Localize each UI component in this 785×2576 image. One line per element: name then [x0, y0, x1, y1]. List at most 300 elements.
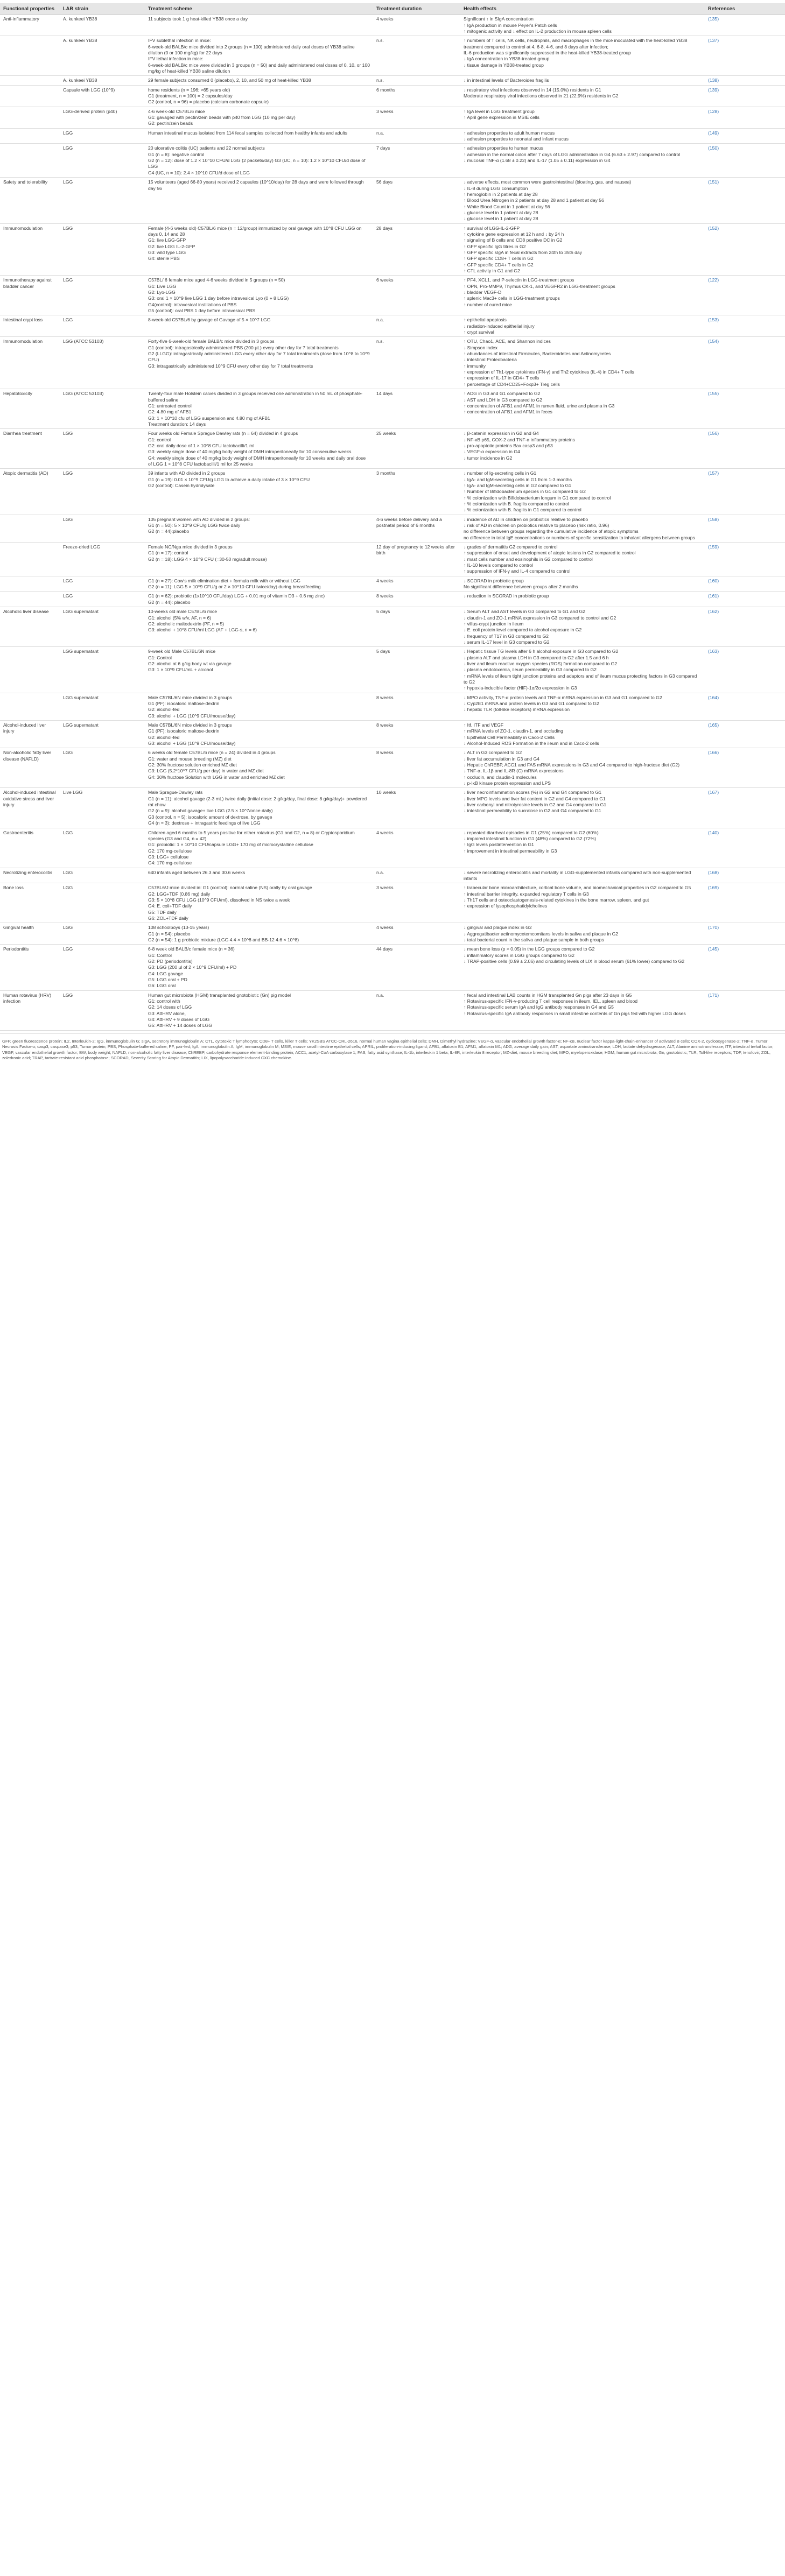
effect-line: ↓ TRAP-positive cells (0.99 ± 2.06) and circulating levels of LIX in blood serum (61% lower) compared to G2	[464, 959, 685, 965]
effect-line: ↑ mRNA levels of ZO-1, claudin-1, and occluding	[464, 728, 563, 734]
effect-line: ↑ splenic Mac3+ cells in LGG-treatment groups	[464, 295, 560, 301]
effect-line: ↑ adhesion properties to adult human mucus	[464, 130, 555, 136]
cell-reference: (162)	[705, 607, 785, 647]
cell-lab-strain: LGG	[60, 592, 145, 607]
effect-line: ↓ claudin-1 and ZO-1 mRNA expression in G3 compared to control and G2	[464, 615, 616, 621]
effect-line: ↑ Rotavirus-specific IFN-γ-producing T cell responses in ileum, IEL, spleen and blood	[464, 998, 638, 1004]
cell-lab-strain: LGG	[60, 429, 145, 469]
table-row	[0, 721, 785, 748]
cell-reference: (149)	[705, 128, 785, 144]
cell-treatment-duration: 3 months	[373, 469, 460, 515]
effect-line: ↑ Itf, ITF and VEGF	[464, 722, 504, 728]
cell-reference: (156)	[705, 429, 785, 469]
effect-line: ↑ crypt survival	[464, 329, 494, 335]
cell-functional-property: Atopic dermatitis (AD)	[0, 469, 60, 515]
effect-line: ↑ GFP specific IgG titres in G2	[464, 243, 526, 249]
table-row	[0, 223, 785, 276]
effect-line: no difference in total IgE concentrations or numbers of specific sensitization to inhalant allergens between groups	[464, 534, 695, 540]
effect-line: ↑ ADG in G3 and G1 compared to G2	[464, 391, 541, 397]
cell-reference: (122)	[705, 276, 785, 315]
cell-functional-property	[0, 576, 60, 592]
treatment-line: G1: alcohol (5% w/v, AF, n = 6)	[148, 615, 212, 621]
treatment-line: 105 pregnant women with AD divided in 2 groups:	[148, 516, 250, 522]
treatment-line: G3: wild type LGG	[148, 249, 186, 255]
cell-treatment-duration: 4 weeks	[373, 828, 460, 868]
effect-line: ↑ Rotavirus-specific serum IgA and IgG antibody responses in G4 and G5	[464, 1004, 614, 1010]
cell-functional-property: Gingival health	[0, 923, 60, 945]
cell-reference: (166)	[705, 748, 785, 788]
treatment-line: G4: E. coli+TDF daily	[148, 903, 192, 909]
cell-health-effects	[460, 748, 705, 788]
effect-line: ↑ expression of IL-17 in CD4+ T cells	[464, 375, 539, 381]
cell-lab-strain: LGG-derived protein (p40)	[60, 107, 145, 128]
treatment-line: G1 (PF): isocaloric maltose-dextrin	[148, 700, 220, 706]
effect-line: ↓ repeated diarrheal episodes in G1 (25%) compared to G2 (60%)	[464, 829, 599, 835]
cell-lab-strain: LGG (ATCC 53103)	[60, 337, 145, 389]
cell-health-effects	[460, 337, 705, 389]
treatment-line: G1 (n = 50): 5 × 10^9 CFU/g LGG twice daily	[148, 523, 241, 529]
treatment-line: G3: intragastrically administered 10^9 CFU every other day for 7 total treatments	[148, 363, 313, 369]
effect-line: ↑ expression of Th1-type cytokines (IFN-γ) and Th2 cytokines (IL-4) in CD4+ T cells	[464, 369, 634, 375]
treatment-line: G1: probiotic: 1 × 10^10 CFU/capsule LGG+ 170 mg of microcrystalline cellulose	[148, 842, 313, 848]
cell-treatment-scheme	[145, 76, 373, 85]
effect-line: ↓ inflammatory scores in LGG groups compared to G2	[464, 952, 574, 958]
treatment-line: Human intestinal mucus isolated from 114 fecal samples collected from healthy infants and adults	[148, 130, 348, 136]
treatment-line: C57BL6/J mice divided in: G1 (control): normal saline (NS) orally by oral gavage	[148, 885, 312, 891]
cell-functional-property	[0, 647, 60, 693]
cell-treatment-duration: 10 weeks	[373, 788, 460, 828]
effect-line: ↓ liver fat accumulation in G3 and G4	[464, 756, 539, 762]
treatment-line: G2 (LLGG): intragastrically administered LGG every other day for 7 total treatments (dose from 10^8 to 10^9 CFU)	[148, 351, 370, 363]
cell-treatment-duration: 44 days	[373, 945, 460, 990]
cell-health-effects	[460, 990, 705, 1030]
treatment-line: G5: TDF daily	[148, 909, 177, 915]
effect-line: ↑ immunity	[464, 363, 486, 369]
table-body	[0, 15, 785, 1031]
treatment-line: G2: oral daily dose of 1 × 10^8 CFU lactobacilli/1 ml	[148, 442, 255, 448]
cell-functional-property	[0, 128, 60, 144]
effect-line: ↑ IgG levels postintervention in G1	[464, 842, 534, 848]
cell-health-effects	[460, 576, 705, 592]
effect-line: ↓ bladder VEGF-D	[464, 290, 502, 295]
cell-treatment-duration: n.a.	[373, 128, 460, 144]
cell-treatment-scheme	[145, 15, 373, 36]
treatment-line: G4: 170 mg-cellulose	[148, 860, 192, 866]
treatment-line: 9-week old Male C57BL/6N mice	[148, 649, 216, 654]
treatment-line: G1 (n = 17): control	[148, 550, 188, 556]
cell-reference: (170)	[705, 923, 785, 945]
cell-treatment-duration: 25 weeks	[373, 429, 460, 469]
table-row	[0, 389, 785, 429]
effect-line: Significant ↑ in SIgA concentration	[464, 16, 534, 22]
header-health-effects: Health effects	[460, 3, 705, 15]
treatment-line: G1: gavaged with pectin/zein beads with p40 from LGG (10 mg per day)	[148, 115, 296, 121]
treatment-line: Male C57BL/6N mice divided in 3 groups	[148, 694, 232, 700]
treatment-line: G3: weekly single dose of 40 mg/kg body weight of DMH intraperitoneally for 10 consecutive weeks	[148, 449, 352, 455]
treatment-line: G2 (n = 12): dose of 1.2 × 10^10 CFU/d LGG (2 packets/day) G3 (UC, n = 10): 1.2 × 10^10 CFU/d dose of LGG	[148, 158, 366, 170]
cell-health-effects	[460, 721, 705, 748]
treatment-line: G2 (n = 11): LGG 5 × 10^9 CFU/g or 2 × 10^10 CFU twice/day) during breastfeeding	[148, 584, 321, 590]
treatment-line: G1 (treatment, n = 100) = 2 capsules/day	[148, 93, 233, 99]
treatment-line: G4: 30% fructose Solution with LGG in water and enriched MZ diet	[148, 774, 285, 780]
table-row	[0, 607, 785, 647]
effect-line: ↑ cytokine gene expression at 12 h and ↓ by 24 h	[464, 231, 564, 237]
cell-health-effects	[460, 469, 705, 515]
effect-line: ↓ liver necroinflammation scores (%) in G2 and G4 compared to G1	[464, 790, 602, 796]
cell-lab-strain: LGG	[60, 128, 145, 144]
effect-line: ↑ hemoglobin in 2 patients at day 28	[464, 191, 538, 197]
effect-line: ↑ % colonization with Bifidobacterium longum in G1 compared to control	[464, 495, 611, 501]
effect-line: ↑ concentration of AFB1 and AFM1 in rumen fluid, urine and plasma in G3	[464, 403, 615, 409]
table-header	[0, 3, 785, 15]
cell-treatment-scheme	[145, 315, 373, 337]
treatment-line: Male C57BL/6N mice divided in 3 groups	[148, 722, 232, 728]
cell-functional-property: Diarrhea treatment	[0, 429, 60, 469]
cell-treatment-scheme	[145, 945, 373, 990]
treatment-line: G1: control	[148, 437, 171, 442]
cell-reference: (154)	[705, 337, 785, 389]
cell-lab-strain: LGG	[60, 315, 145, 337]
treatment-line: G3: LGG (200 µl of 2 × 10^9 CFU/ml) + PD	[148, 965, 237, 970]
cell-health-effects	[460, 607, 705, 647]
cell-treatment-duration: n.a.	[373, 868, 460, 883]
cell-reference: (159)	[705, 543, 785, 576]
cell-treatment-duration: 8 weeks	[373, 721, 460, 748]
effect-line: ↑ suppression of IFN-γ and IL-4 compared to control	[464, 568, 571, 574]
table-row	[0, 543, 785, 576]
cell-treatment-scheme	[145, 923, 373, 945]
cell-health-effects	[460, 429, 705, 469]
treatment-line: 11 subjects took 1 g heat-killed YB38 once a day	[148, 16, 248, 22]
cell-reference: (150)	[705, 144, 785, 178]
header-functional-properties: Functional properties	[0, 3, 60, 15]
treatment-line: G1 (control): intragastrically administered PBS (200 µL) every other day for 7 total treatments	[148, 344, 339, 350]
cell-reference: (165)	[705, 721, 785, 748]
cell-health-effects	[460, 107, 705, 128]
cell-functional-property	[0, 144, 60, 178]
treatment-line: G2 (n = 44):placebo	[148, 529, 190, 534]
treatment-line: Treatment duration: 14 days	[148, 421, 206, 427]
cell-health-effects	[460, 178, 705, 223]
cell-treatment-scheme	[145, 576, 373, 592]
cell-reference: (138)	[705, 76, 785, 85]
treatment-line: G2: pectin/zein beads	[148, 121, 193, 126]
treatment-line: G3: alcohol + LGG (10^9 CFU/mouse/day)	[148, 741, 236, 747]
cell-lab-strain: LGG	[60, 469, 145, 515]
treatment-line: G1 (PF): isocaloric maltose-dextrin	[148, 728, 220, 734]
cell-health-effects	[460, 128, 705, 144]
cell-reference: (161)	[705, 592, 785, 607]
cell-functional-property: Anti-inflammatory	[0, 15, 60, 36]
cell-lab-strain: LGG supernatant	[60, 693, 145, 720]
effect-line: ↑ fecal and intestinal LAB counts in HGM transplanted Gn pigs after 23 days in G5	[464, 992, 632, 998]
cell-functional-property: Hepatotoxicity	[0, 389, 60, 429]
table-row	[0, 178, 785, 223]
cell-treatment-scheme	[145, 592, 373, 607]
table-row	[0, 883, 785, 923]
cell-health-effects	[460, 389, 705, 429]
treatment-line: G1 (n = 8): negative control	[148, 151, 205, 157]
cell-reference: (169)	[705, 883, 785, 923]
treatment-line: 29 female subjects consumed 0 (placebo), 2, 10, and 50 mg of heat-killed YB38	[148, 78, 311, 83]
treatment-line: 6 weeks old female C57BL/6 mice (n = 24) divided in 4 groups	[148, 750, 276, 756]
lgg-functional-properties-table	[0, 3, 785, 1031]
treatment-line: G1: Control	[148, 952, 172, 958]
treatment-line: G3: 5 × 10^8 CFU LGG (10^9 CFU/ml), dissolved in NS twice a week	[148, 897, 290, 903]
cell-lab-strain: LGG supernatant	[60, 721, 145, 748]
treatment-line: G2: alcohol-fed	[148, 707, 180, 713]
cell-functional-property: Intestinal crypt loss	[0, 315, 60, 337]
effect-line: ↑ OPN, Pro-MMP9, Thymus CK-1, and VEGFR2 in LGG-treatment groups	[464, 283, 615, 289]
effect-line: ↑ Blood Urea Nitrogen in 2 patients at day 28 and 1 patient at day 56	[464, 198, 604, 203]
effect-line: ↑ trabecular bone microarchitecture, cortical bone volume, and biomechanical properties in G2 compared to G5	[464, 885, 691, 891]
effect-line: ↑ suppression of onset and development of atopic lesions in G2 compared to control	[464, 550, 636, 556]
effect-line: ↑ Rotavirus-specific IgA antibody responses in small intestine contents of Gn pigs fed with higher LGG doses	[464, 1010, 686, 1016]
cell-functional-property: Gastroenteritis	[0, 828, 60, 868]
treatment-line: G3: LGG (5.2*10^7 CFU/g per day) in water and MZ diet	[148, 768, 264, 774]
effect-line: ↓ total bacterial count in the saliva and plaque sample in both groups	[464, 937, 604, 943]
cell-health-effects	[460, 788, 705, 828]
table-row	[0, 276, 785, 315]
effect-line: ↑ expression of lysophosphatidylcholines	[464, 903, 548, 909]
cell-health-effects	[460, 828, 705, 868]
effect-line: ↑ percentage of CD4+CD25+Foxp3+ Treg cells	[464, 381, 560, 387]
treatment-line: G3: AttHRV alone,	[148, 1010, 186, 1016]
treatment-line: G2 (control, n = 96) = placebo (calcium carbonate capsule)	[148, 99, 269, 105]
effect-line: ↓ intestinal Proteobacteria	[464, 357, 517, 363]
table-row	[0, 923, 785, 945]
cell-reference: (137)	[705, 36, 785, 76]
effect-line: ↑ % colonization with B. fragilis compared to control	[464, 501, 569, 507]
cell-health-effects	[460, 592, 705, 607]
cell-health-effects	[460, 543, 705, 576]
treatment-line: G5: LGG oral + PD	[148, 977, 187, 983]
treatment-line: Human gut microbiota (HGM) transplanted gnotobiotic (Gn) pig model	[148, 992, 291, 998]
cell-health-effects	[460, 76, 705, 85]
cell-reference: (139)	[705, 85, 785, 107]
effect-line: ↓ TNF-α, IL-1β and IL-8R (C) mRNA expressions	[464, 768, 564, 774]
cell-reference: (160)	[705, 576, 785, 592]
cell-lab-strain: LGG	[60, 276, 145, 315]
cell-reference: (164)	[705, 693, 785, 720]
effect-line: ↓ p-IκB kinase protein expression and LPS	[464, 780, 551, 786]
cell-reference: (152)	[705, 223, 785, 276]
effect-line: ↓ VEGF-α expression in G4	[464, 449, 520, 455]
cell-treatment-scheme	[145, 178, 373, 223]
treatment-line: G2: 14 doses of LGG	[148, 1004, 192, 1010]
cell-functional-property	[0, 515, 60, 542]
effect-line: ↓ incidence of AD in children on probiotics relative to placebo	[464, 516, 588, 522]
cell-health-effects	[460, 15, 705, 36]
effect-line: ↑ improvement in intestinal permeability in G3	[464, 848, 557, 854]
cell-lab-strain: A. kunkeei YB38	[60, 36, 145, 76]
cell-lab-strain: LGG	[60, 223, 145, 276]
effect-line: no difference between groups regarding the cumulative incidence of atopic symptoms	[464, 529, 639, 534]
treatment-line: G1: control with	[148, 998, 180, 1004]
effect-line: ↓ adverse effects, most common were gastrointestinal (bloating, gas, and nausea)	[464, 179, 632, 185]
effect-line: ↓ IL-8 during LGG consumption	[464, 185, 528, 191]
effect-line: ↓ gingival and plaque index in G2	[464, 925, 532, 931]
cell-functional-property: Alcoholic liver disease	[0, 607, 60, 647]
effect-line: ↑ mRNA levels of ileum tight junction proteins and adaptors and of ileum mucus protecting factors in G3 compared to G2	[464, 673, 697, 685]
cell-health-effects	[460, 883, 705, 923]
cell-reference: (145)	[705, 945, 785, 990]
treatment-line: G4: weekly single dose of 40 mg/kg body weight of DMH intraperitoneally for 10 weeks and daily oral dose of LGG 1 × 10^8 CFU lactobacilli/1 ml for 25 weeks	[148, 455, 366, 467]
treatment-line: G4(control): intravesical instillations of PBS	[148, 301, 237, 307]
treatment-line: G1 (n = 19): 0.01 × 10^9 CFU/g LGG to achieve a daily intake of 3 × 10^9 CFU	[148, 476, 310, 482]
treatment-line: G2 (n = 18): LGG 4 × 10^9 CFU (=30-50 mg/adult mouse)	[148, 556, 267, 562]
cell-treatment-scheme	[145, 337, 373, 389]
cell-lab-strain: LGG	[60, 883, 145, 923]
treatment-line: G5 (control): oral PBS 1 day before intravesical PBS	[148, 308, 256, 314]
effect-line: ↓ serum IL-17 level in G3 compared to G2	[464, 639, 550, 645]
table-row	[0, 429, 785, 469]
effect-line: ↓ grades of dermatitis G2 compared to control	[464, 544, 558, 550]
cell-treatment-duration: n.s.	[373, 76, 460, 85]
effect-line: ↑ mitogenic activity and ↓ effect on IL-2 production in mouse spleen cells	[464, 28, 612, 34]
cell-reference: (140)	[705, 828, 785, 868]
cell-lab-strain: LGG (ATCC 53103)	[60, 389, 145, 429]
treatment-line: IFV lethal infection in mice:	[148, 56, 204, 62]
cell-treatment-duration: 28 days	[373, 223, 460, 276]
treatment-line: 6-week-old BALB/c mice were divided in 3 groups (n = 50) and daily administered oral doses of 0, 10, or 100 mg/kg of heat-killed YB38 saline dilution	[148, 62, 370, 74]
treatment-line: G6: LGG oral	[148, 983, 176, 989]
treatment-line: 640 infants aged between 26.3 and 30.6 weeks	[148, 869, 246, 875]
effect-line: ↓ AST and LDH in G3 compared to G2	[464, 397, 543, 403]
effect-line: ↓ glucose level in 1 patient at day 28	[464, 209, 538, 215]
cell-reference: (163)	[705, 647, 785, 693]
effect-line: ↑ number of cured mice	[464, 301, 512, 307]
treatment-line: G1: Live LGG	[148, 283, 177, 289]
header-lab-strain: LAB strain	[60, 3, 145, 15]
treatment-line: home residents (n = 196; >65 years old)	[148, 87, 230, 93]
effect-line: ↑ CTL activity in G1 and G2	[464, 268, 520, 273]
treatment-line: G3: 1 × 10^10 cfu of LGG suspension and 4.80 mg of AFB1	[148, 415, 270, 421]
cell-health-effects	[460, 85, 705, 107]
treatment-line: G3: oral 1 × 10^9 live LGG 1 day before intravesical Lyo (0 + 8 LGG)	[148, 295, 289, 301]
treatment-line: G3: LGG+ cellulose	[148, 854, 189, 860]
table-row	[0, 576, 785, 592]
cell-reference: (128)	[705, 107, 785, 128]
effect-line: ↑ signaling of B cells and CD8 positive DC in G2	[464, 237, 563, 243]
treatment-line: G4: LGG gavage	[148, 970, 183, 976]
cell-functional-property: Immunomodulation	[0, 337, 60, 389]
cell-treatment-scheme	[145, 276, 373, 315]
treatment-line: G2 (control): Casein hydrolysate	[148, 482, 215, 488]
cell-treatment-duration: 14 days	[373, 389, 460, 429]
effect-line: IL-6 production was significantly suppressed in the heat-killed YB38-treated group	[464, 50, 631, 55]
effect-line: ↑ epithelial apoptosis	[464, 317, 507, 323]
table-row	[0, 868, 785, 883]
table-row	[0, 647, 785, 693]
cell-lab-strain: LGG supernatant	[60, 607, 145, 647]
cell-lab-strain: LGG	[60, 828, 145, 868]
table-row	[0, 315, 785, 337]
effect-line: ↓ MPO activity, TNF-α protein levels and TNF-α mRNA expression in G3 and G1 compared to G2	[464, 694, 662, 700]
effect-line: No significant difference between groups after 2 months	[464, 584, 578, 590]
cell-treatment-duration: 6 months	[373, 85, 460, 107]
treatment-line: G2: PD (periodontitis)	[148, 959, 193, 965]
treatment-line: G5: AttHRV + 14 doses of LGG	[148, 1023, 213, 1029]
cell-treatment-scheme	[145, 693, 373, 720]
effect-line: ↑ IL-10 levels compared to control	[464, 562, 533, 568]
cell-treatment-scheme	[145, 469, 373, 515]
effect-line: ↑ GFP specific CD8+ T cells in G2	[464, 256, 534, 262]
cell-treatment-scheme	[145, 543, 373, 576]
effect-line: ↓ SCORAD in probiotic group	[464, 578, 524, 583]
treatment-line: G4 (n = 3): dextrose + intragastric feedings of live LGG	[148, 820, 261, 826]
effect-line: ↓ Aggregatibacter actinomycetemcomitans levels in saliva and plaque in G2	[464, 931, 619, 937]
treatment-line: Four weeks old Female Sprague Dawley rats (n = 64) divided in 4 groups	[148, 431, 298, 437]
cell-treatment-scheme	[145, 223, 373, 276]
cell-treatment-scheme	[145, 748, 373, 788]
cell-lab-strain: LGG supernatant	[60, 647, 145, 693]
cell-health-effects	[460, 693, 705, 720]
table-row	[0, 337, 785, 389]
effect-line: ↓ glucose level in 1 patient at day 28	[464, 216, 538, 222]
effect-line: ↓ Th17 cells and osteoclastogenesis-related cytokines in the bone marrow, spleen, and gut	[464, 897, 649, 903]
table-row	[0, 128, 785, 144]
cell-treatment-scheme	[145, 868, 373, 883]
cell-treatment-scheme	[145, 721, 373, 748]
effect-line: ↓ respiratory viral infections observed in 14 (15.0%) residents in G1	[464, 87, 601, 93]
effect-line: ↓ mucosal TNF-α (1.68 ± 0.22) and IL-17 (1.05 ± 0.11) expression in G4	[464, 158, 611, 164]
cell-treatment-duration: 5 days	[373, 607, 460, 647]
cell-treatment-scheme	[145, 788, 373, 828]
table-footnote: GFP, green fluorescence protein; IL2, Interleukin-2; IgG, immunoglobulin G; sIgA, secretory immunoglobulin A; CTL, cytotoxic T lymphocyte; CD8+ T cells, killer T cells; YK2SBS ATCC-CRL-2616, normal human vagina epithelial cells; DMH, Dimethyl hydrazine; VEGF-α, vascular endothelial growth factor-α; NF-κB, nuclear factor kappa-light-chain-enhancer of activated B cells; COX-2, cyclooxygenase-2; TNF-α, Tumor Necrosis Factor-α; casp3, caspase3; p53, Tumor protein; PBS, Phosphate-buffered saline; PF, pair-fed; IgA, immunoglobulin A; IgM, immunoglobulin M; MSIE, mouse small intestine epithelial cells; APRIL, proliferation-inducing ligand; AFB1, aflatoxin B1; AFM1, aflatoxin M1; ADG, average daily gain; AST, aspartate aminotransferase; LDH, lactate dehydrogenase; ALT, Alanine aminotransferase; ITF, intestinal trefoil factor; VEGF, vascular endothelial growth factor; BW, body weight; NAFLD, non-alcoholic fatty liver disease; ChREBP, carbohydrate response element-binding protein; ACC1, acetyl-CoA carboxylase 1; FAS, fatty acid synthase; IL-1b, interleukin 1 beta; IL-8R, interleukin 8 receptor; MZ-diet, mouse breeding diet; MPO, myeloperoxidase; HGM, human gut microbiota; Gn, gnotobiotic; TLR, Toll-like receptors; TDF, tenofovir; ZOL, zoledronic acid; TRAP, tartrate-resistant acid phosphatase; SCORAD, Severity Scoring for Atopic Dermatitis; LIX, lipopolysaccharide-induced CXC chemokine.	[0, 1033, 785, 1065]
effect-line: ↑ adhesion in the normal colon after 7 days of LGG administration in G4 (6.63 ± 2.97) compared to control	[464, 151, 681, 157]
effect-line: ↓ hepatic TLR (toll-like receptors) mRNA expression	[464, 707, 570, 713]
treatment-line: G1 (n = 11): alcohol gavage (2-3 mL) twice daily (initial dose: 2 g/kg/day, final dose: 8 g/kg/day)+ powdered rat chow	[148, 796, 367, 808]
treatment-line: G3: alcohol + 10^8 CFU/ml LGG (AF + LGG-s, n = 6)	[148, 627, 257, 633]
cell-lab-strain: LGG	[60, 515, 145, 542]
treatment-line: G1: live LGG-GFP	[148, 237, 186, 243]
effect-line: ↓ mast cells number and eosinophils in G2 compared to control	[464, 556, 593, 562]
cell-functional-property	[0, 592, 60, 607]
cell-treatment-scheme	[145, 647, 373, 693]
effect-line: ↓ reduction in SCORAD in probiotic group	[464, 593, 549, 599]
cell-treatment-duration: 3 weeks	[373, 107, 460, 128]
cell-treatment-duration: 4-6 weeks before delivery and a postnatal period of 6 months	[373, 515, 460, 542]
effect-line: ↓ in intestinal levels of Bacteroides fragilis	[464, 78, 549, 83]
treatment-line: G2: 170 mg-cellulose	[148, 848, 192, 854]
cell-health-effects	[460, 647, 705, 693]
treatment-line: Twenty-four male Holstein calves divided in 3 groups received one administration in 50 mL of phosphate-buffered saline	[148, 391, 363, 403]
effect-line: ↑ GFP specific CD4+ T cells in G2	[464, 262, 534, 268]
cell-treatment-duration: n.s.	[373, 337, 460, 389]
cell-lab-strain: LGG	[60, 990, 145, 1030]
effect-line: ↑ GFP specific sIgA in fecal extracts from 24th to 35th day	[464, 249, 583, 255]
cell-treatment-duration: 56 days	[373, 178, 460, 223]
cell-reference: (168)	[705, 868, 785, 883]
cell-treatment-duration: 4 weeks	[373, 923, 460, 945]
cell-functional-property	[0, 693, 60, 720]
treatment-line: G1 (n = 54): placebo	[148, 931, 191, 937]
cell-lab-strain: Live LGG	[60, 788, 145, 828]
effect-line: ↓ Simpson index	[464, 344, 498, 350]
effect-line: Moderate respiratory viral infections observed in 21 (22.9%) residents in G2	[464, 93, 619, 99]
cell-functional-property	[0, 543, 60, 576]
treatment-line: IFV sublethal infection in mice:	[148, 38, 211, 44]
cell-functional-property: Safety and tolerability	[0, 178, 60, 223]
cell-functional-property	[0, 107, 60, 128]
treatment-line: 20 ulcerative colitis (UC) patients and 22 normal subjects	[148, 145, 265, 151]
effect-line: ↓ Cyp2E1 mRNA and protein levels in G3 and G1 compared to G2	[464, 700, 599, 706]
effect-line: ↓ risk of AD in children on probiotics relative to placebo (risk ratio, 0.96)	[464, 523, 609, 529]
effect-line: ↓ Hepatic tissue TG levels after 6 h alcohol exposure in G3 compared to G2	[464, 649, 619, 654]
treatment-line: G2: alcohol-fed	[148, 734, 180, 740]
effect-line: ↓ β-catenin expression in G2 and G4	[464, 431, 539, 437]
